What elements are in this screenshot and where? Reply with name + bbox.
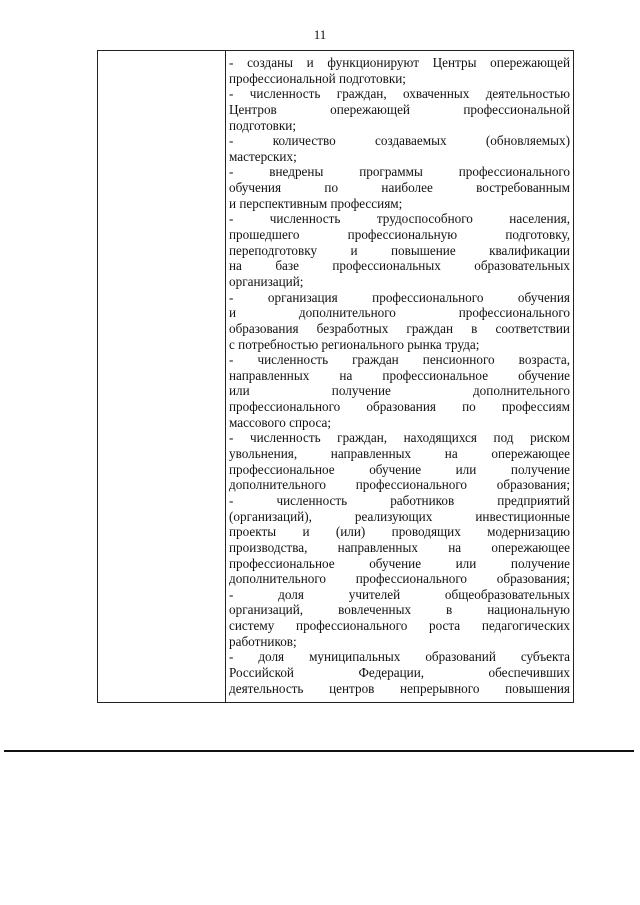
table-text-line: - доля учителей общеобразовательных — [229, 586, 570, 602]
table-right-column — [229, 55, 570, 696]
table-text-line: работников; — [229, 633, 297, 649]
table-text-line: - численность граждан, охваченных деятельностью — [229, 86, 570, 102]
page-bottom-rule — [4, 750, 634, 752]
table-text-line: профессиональное обучение или получение — [229, 555, 570, 571]
table-text-line: (организаций), реализующих инвестиционные — [229, 508, 570, 524]
table-text-line: обучения по наиболее востребованным — [229, 180, 570, 196]
table-text-line: и дополнительного профессионального — [229, 305, 570, 321]
table-text-line: направленных на профессиональное обучение — [229, 367, 570, 383]
document-table — [97, 50, 574, 703]
table-text-line: Российской Федерации, обеспечивших — [229, 664, 570, 680]
table-text-line: дополнительного профессионального образования; — [229, 477, 570, 493]
table-text-line: - численность трудоспособного населения, — [229, 211, 570, 227]
table-text-line: - внедрены программы профессионального — [229, 164, 570, 180]
table-text-line: - численность граждан пенсионного возраста, — [229, 352, 570, 368]
table-text-line: на базе профессиональных образовательных — [229, 258, 570, 274]
table-text-line: - численность граждан, находящихся под риском — [229, 430, 570, 446]
table-text-line: организаций; — [229, 273, 304, 289]
table-text-line: массового спроса; — [229, 414, 332, 430]
table-text-line: и перспективным профессиям; — [229, 195, 403, 211]
table-left-column — [98, 51, 226, 702]
page-number: 11 — [313, 27, 327, 42]
table-text-line: подготовки; — [229, 117, 297, 133]
table-text-line: - численность работников предприятий — [229, 492, 570, 508]
table-text-line: или получение дополнительного — [229, 383, 570, 399]
table-text-line: образования безработных граждан в соответствии — [229, 320, 570, 336]
table-text-line: организаций, вовлеченных в национальную — [229, 602, 570, 618]
table-text-line: прошедшего профессиональную подготовку, — [229, 227, 570, 243]
table-text-line: профессиональное обучение или получение — [229, 461, 570, 477]
table-text-line: - доля муниципальных образований субъекта — [229, 649, 570, 665]
table-text-line: - организация профессионального обучения — [229, 289, 570, 305]
table-text-line: переподготовку и повышение квалификации — [229, 242, 570, 258]
table-text-line: систему профессионального роста педагогических — [229, 618, 570, 634]
table-text-line: проекты и (или) проводящих модернизацию — [229, 524, 570, 540]
table-text-line: профессионального образования по профессиям — [229, 399, 570, 415]
table-text-line: мастерских; — [229, 148, 297, 164]
table-text-line: - количество создаваемых (обновляемых) — [229, 133, 570, 149]
table-text-line: профессиональной подготовки; — [229, 70, 406, 86]
table-text-line: с потребностью регионального рынка труда; — [229, 336, 480, 352]
table-text-line: увольнения, направленных на опережающее — [229, 446, 570, 462]
table-text-line: дополнительного профессионального образования; — [229, 571, 570, 587]
table-text-line: Центров опережающей профессиональной — [229, 101, 570, 117]
table-text-line: - созданы и функционируют Центры опережающей — [229, 55, 570, 70]
table-text-line: производства, направленных на опережающее — [229, 539, 570, 555]
table-text-line: деятельность центров непрерывного повышения — [229, 680, 570, 696]
